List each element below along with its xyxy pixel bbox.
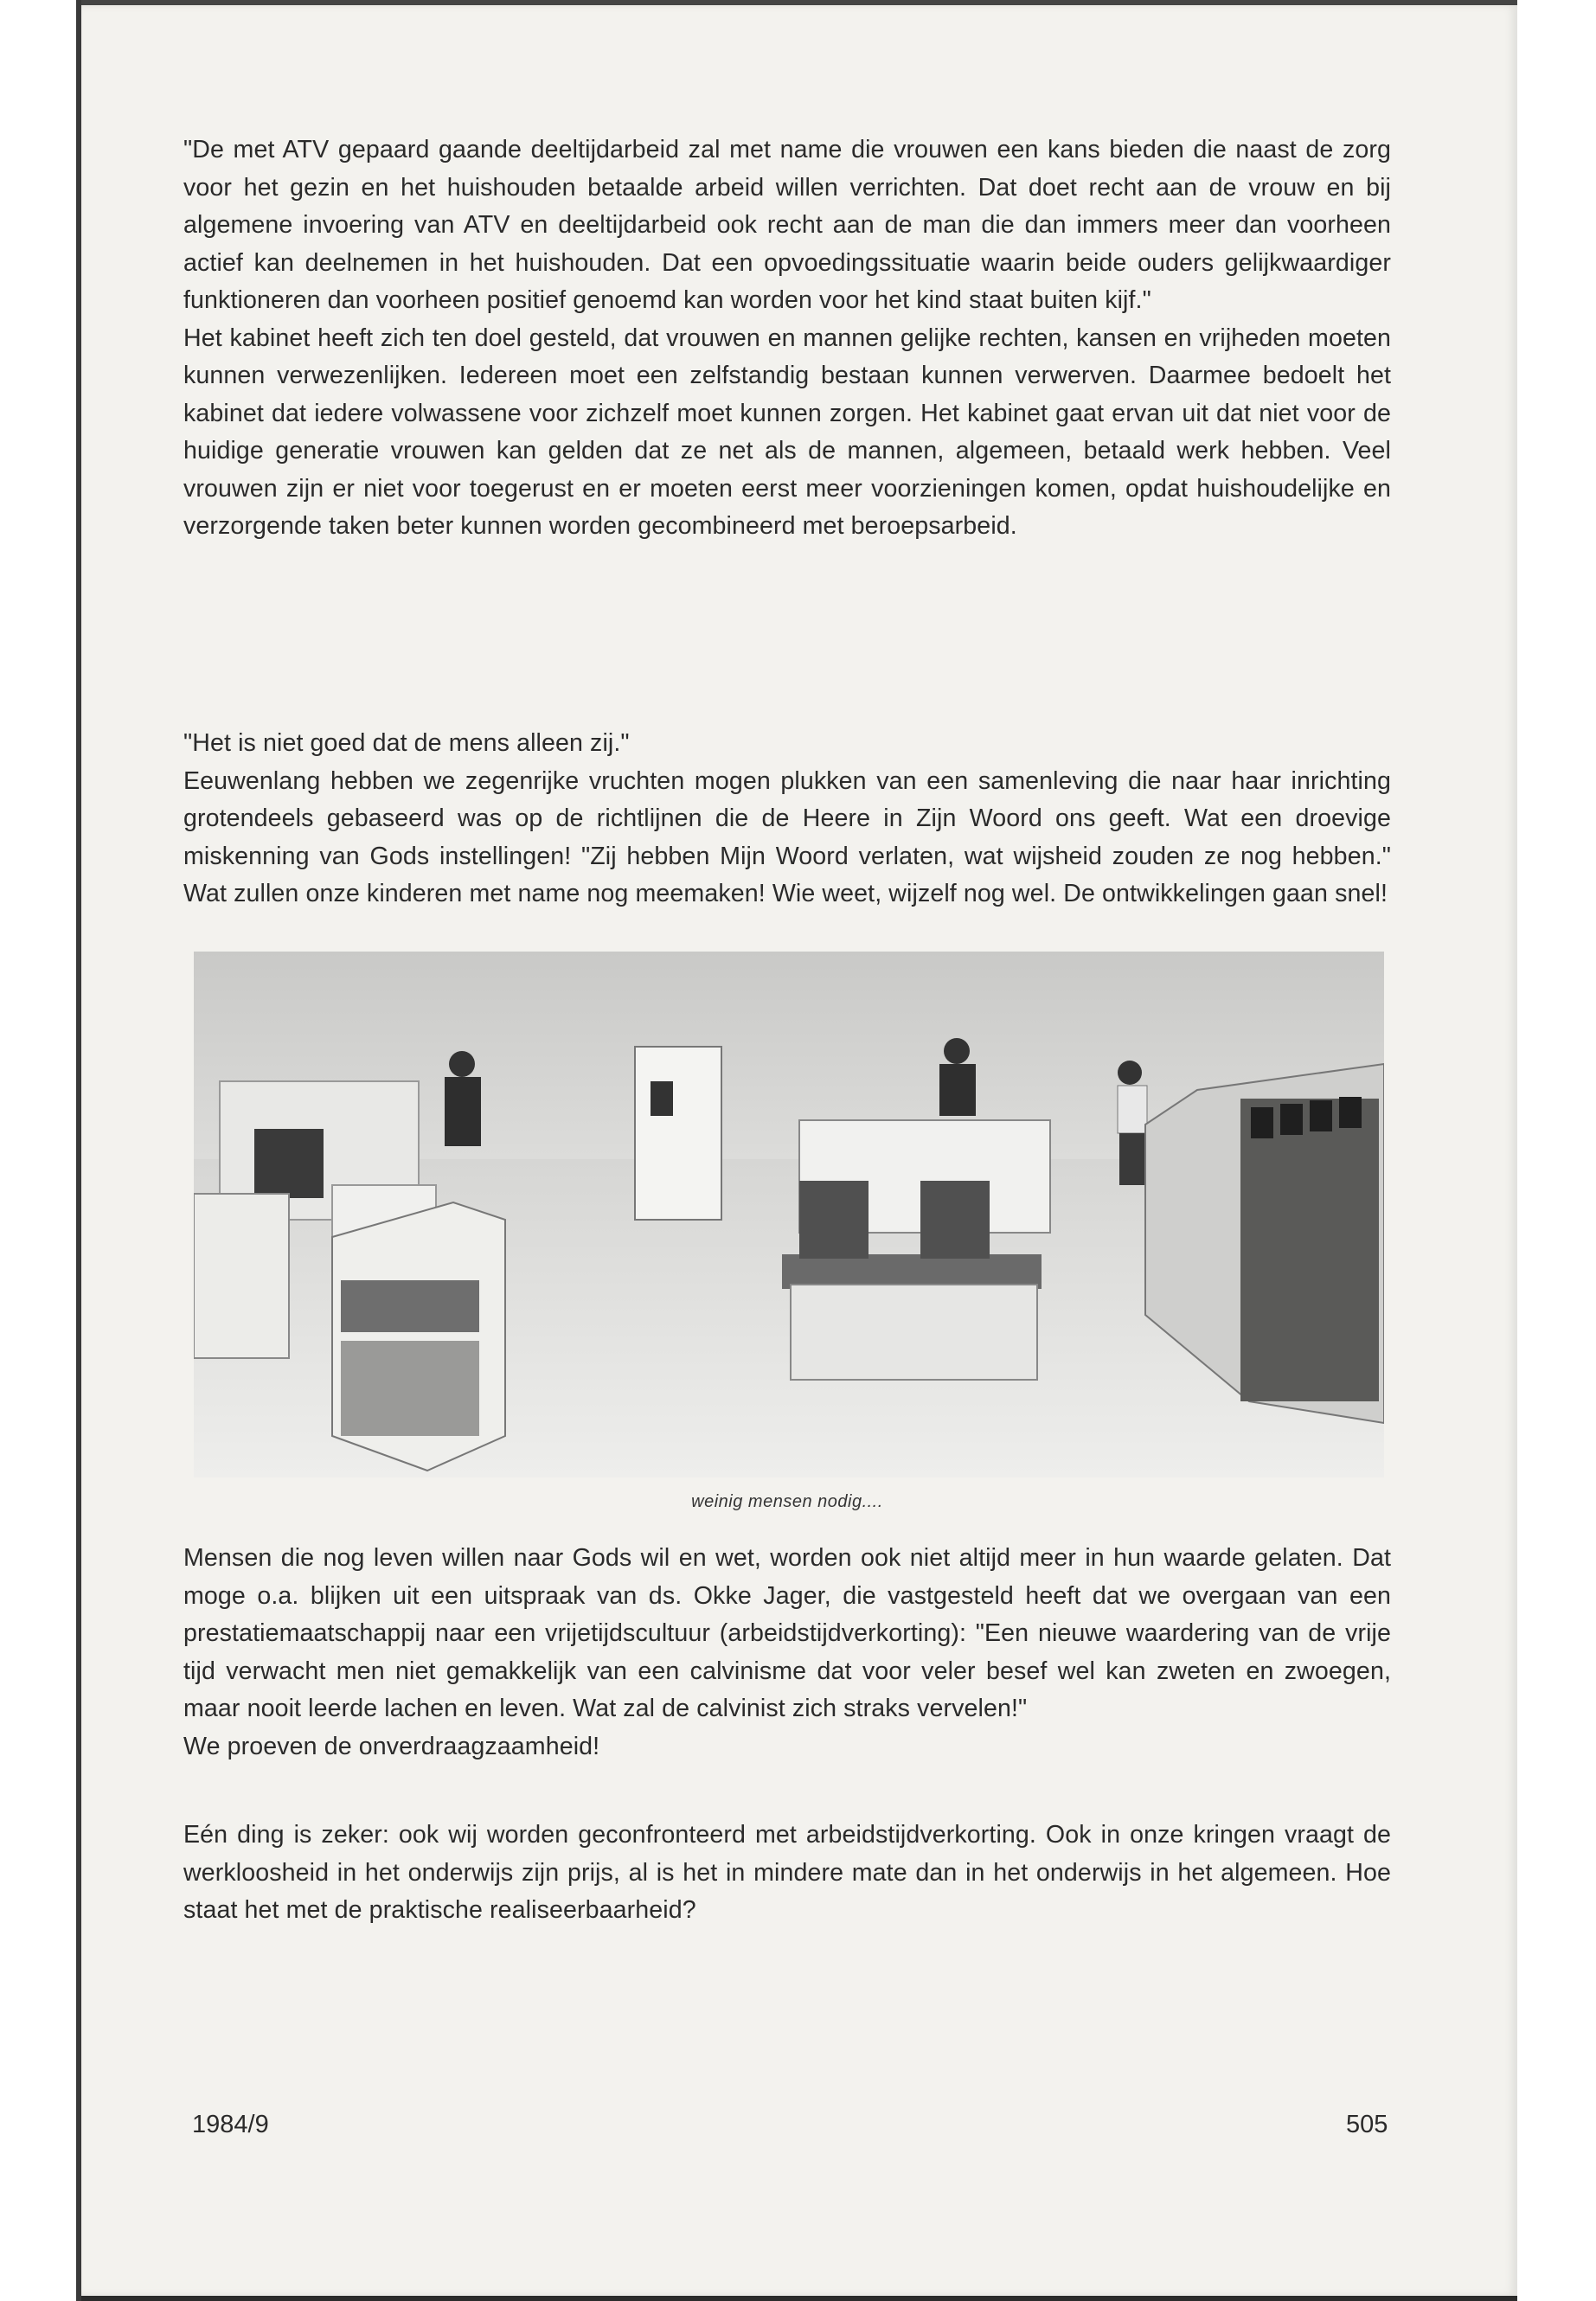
quote-paragraph: "Het is niet goed dat de mens alleen zij.": [183, 729, 630, 757]
issue-number: 1984/9: [192, 2111, 269, 2138]
text-block-last: [183, 1817, 1391, 1930]
body-paragraph: Het kabinet heeft zich ten doel gesteld, dat vrouwen en mannen gelijke rechten, kansen en vrijheden moeten kunnen verwezenlijken. Iedereen moet een zelfstandig bestaan kunnen verwerven. Daarmee bedoelt het kabinet dat iedere volwassene voor zichzelf moet kunnen zorgen. Het kabinet gaat ervan uit dat niet voor de huidige generatie vrouwen kan gelden dat ze net als de mannen, algemeen, betaald werk hebben. Veel vrouwen zijn er niet voor toegerust en er moeten eerst meer voorzieningen komen, opdat huishoudelijke en verzorgende taken beter kunnen worden gecombineerd met beroepsarbeid.: [183, 324, 1391, 540]
photo-caption: weinig mensen nodig....: [691, 1492, 883, 1511]
quote-paragraph: "De met ATV gepaard gaande deeltijdarbeid zal met name die vrouwen een kans bieden die naast de zorg voor het gezin en het huishouden betaalde arbeid willen verrichten. Dat doet recht aan de vrouw en bij algemene invoering van ATV en deeltijdarbeid ook recht aan de man die dan immers meer dan voorheen actief kan deelnemen in het huishouden. Dat een opvoedingssituatie waarin beide ouders gelijkwaardiger funktioneren dan voorheen positief genoemd kan worden voor het kind staat buiten kijf.": [183, 136, 1391, 314]
text-block-middle: [183, 725, 1391, 913]
page-number: 505: [1346, 2111, 1388, 2138]
body-paragraph: Eén ding is zeker: ook wij worden geconfronteerd met arbeidstijdverkorting. Ook in onze kringen vraagt de werkloosheid in het onderwijs zijn prijs, al is het in mindere mate dan in het onderwijs in het algemeen. Hoe staat het met de praktische realiseerbaarheid?: [183, 1821, 1391, 1924]
scan-top-edge: [81, 0, 1517, 5]
scan-right-margin: [1517, 0, 1596, 2301]
body-paragraph: Mensen die nog leven willen naar Gods wil en wet, worden ook niet altijd meer in hun waarde gelaten. Dat moge o.a. blijken uit een uitspraak van ds. Okke Jager, die vastgesteld heeft dat we overgaan van een prestatiemaatschappij naar een vrijetijdscultuur (arbeidstijdverkorting): "Een nieuwe waardering van de vrije tijd verwacht men niet gemakkelijk van een calvinisme dat voor veler besef wel kan zweten en zwoegen, maar nooit leerde lachen en leven. Wat zal de calvinist zich straks vervelen!": [183, 1544, 1391, 1722]
computer-room-photo: [194, 952, 1384, 1477]
body-paragraph: We proeven de onverdraagzaamheid!: [183, 1732, 600, 1760]
scan-left-margin: [0, 0, 81, 2301]
text-block-top: [183, 131, 1391, 546]
body-paragraph: Eeuwenlang hebben we zegenrijke vruchten mogen plukken van een samenleving die naar haar inrichting grotendeels gebaseerd was op de richtlijnen die de Heere in Zijn Woord ons geeft. Wat een droevige miskenning van Gods instellingen! "Zij hebben Mijn Woord verlaten, wat wijsheid zouden ze nog hebben." Wat zullen onze kinderen met name nog meemaken! Wie weet, wijzelf nog wel. De ontwikkelingen gaan snel!: [183, 766, 1391, 907]
text-block-bottom: [183, 1540, 1391, 1766]
